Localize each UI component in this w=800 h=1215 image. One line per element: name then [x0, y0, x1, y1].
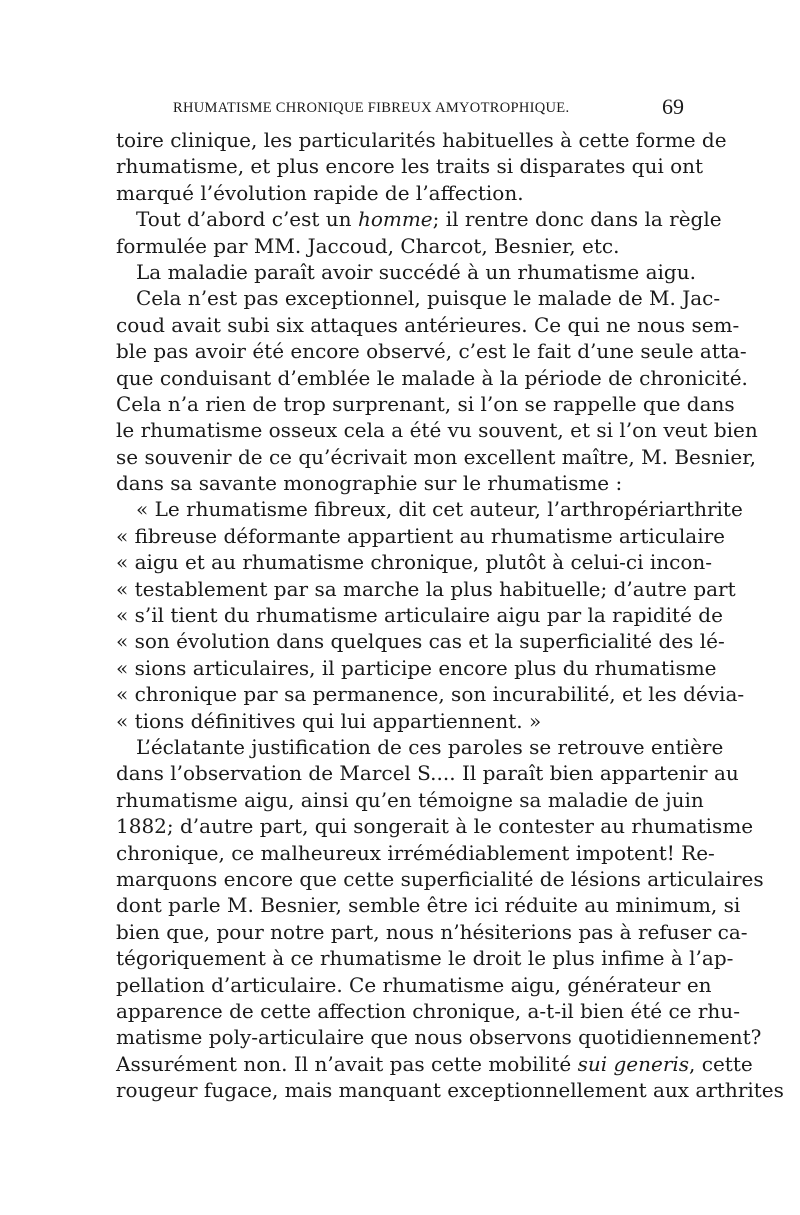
text-line: chronique, ce malheureux irrémédiablement impotent! Re- [116, 840, 715, 865]
text-line: L’éclatante justification de ces paroles se retrouve entière [136, 734, 724, 759]
quote-line: « testablement par sa marche la plus habituelle; d’autre part [116, 576, 736, 601]
text-line: rhumatisme, et plus encore les traits si disparates qui ont [116, 154, 704, 179]
text-line: pellation d’articulaire. Ce rhumatisme aigu, générateur en [116, 972, 712, 997]
text-line: tégoriquement à ce rhumatisme le droit le plus infime à l’ap- [116, 946, 734, 971]
text-line: apparence de cette affection chronique, a-t-il bien été ce rhu- [116, 998, 740, 1023]
text-line: dans sa savante monographie sur le rhumatisme : [116, 471, 623, 496]
text-line: matisme poly-articulaire que nous observons quotidiennement? [116, 1025, 762, 1050]
text-line: Assurément non. Il n’avait pas cette mobilité sui generis, cette [116, 1051, 753, 1076]
text-line: Tout d’abord c’est un homme; il rentre donc dans la règle [136, 207, 722, 232]
text-line: dont parle M. Besnier, semble être ici réduite au minimum, si [116, 893, 741, 918]
quote-line: « chronique par sa permanence, son incurabilité, et les dévia- [116, 682, 745, 707]
text-line: Cela n’est pas exceptionnel, puisque le malade de M. Jac- [136, 286, 721, 311]
italic-phrase: sui generis [577, 1051, 690, 1076]
text-line: rougeur fugace, mais manquant exceptionnellement aux arthrites [116, 1078, 784, 1103]
running-head [116, 96, 686, 120]
text-line: toire clinique, les particularités habituelles à cette forme de [116, 128, 727, 152]
quote-line: « sions articulaires, il participe encore plus du rhumatisme [116, 655, 717, 680]
text-line: marquons encore que cette superficialité de lésions articulaires [116, 866, 764, 891]
quote-line: « son évolution dans quelques cas et la superficialité des lé- [116, 629, 725, 654]
quote-line: « aigu et au rhumatisme chronique, plutôt à celui-ci incon- [116, 550, 713, 575]
text-line: dans l’observation de Marcel S.... Il paraît bien appartenir au [116, 761, 739, 786]
text-line: se souvenir de ce qu’écrivait mon excellent maître, M. Besnier, [116, 444, 756, 469]
running-title: RHUMATISME CHRONIQUE FIBREUX AMYOTROPHIQUE. [173, 100, 570, 116]
page-number: 69 [662, 94, 684, 119]
quote-line: « tions définitives qui lui appartiennent. » [116, 708, 542, 733]
quote-line: « fibreuse déformante appartient au rhumatisme articulaire [116, 523, 726, 548]
text-line: bien que, pour notre part, nous n’hésiterions pas à refuser ca- [116, 919, 748, 944]
text-line: ble pas avoir été encore observé, c’est le fait d’une seule atta- [116, 339, 747, 364]
text-line: Cela n’a rien de trop surprenant, si l’on se rappelle que dans [116, 391, 735, 416]
italic-phrase: homme [357, 207, 433, 232]
text-line: 1882; d’autre part, qui songerait à le contester au rhumatisme [116, 814, 754, 839]
text-line: coud avait subi six attaques antérieures. Ce qui ne nous sem- [116, 312, 740, 337]
text-line: marqué l’évolution rapide de l’affection. [116, 180, 524, 205]
quote-line: « s’il tient du rhumatisme articulaire aigu par la rapidité de [116, 603, 723, 628]
text-line: le rhumatisme osseux cela a été vu souvent, et si l’on veut bien [116, 418, 758, 443]
text-line: rhumatisme aigu, ainsi qu’en témoigne sa maladie de juin [116, 787, 704, 812]
text-line: La maladie paraît avoir succédé à un rhumatisme aigu. [136, 259, 696, 284]
text-line: que conduisant d’emblée le malade à la période de chronicité. [116, 365, 748, 390]
body-text [116, 127, 784, 1103]
text-line: formulée par MM. Jaccoud, Charcot, Besnier, etc. [116, 233, 620, 258]
quote-line: « Le rhumatisme fibreux, dit cet auteur, l’arthropériarthrite [136, 497, 743, 522]
